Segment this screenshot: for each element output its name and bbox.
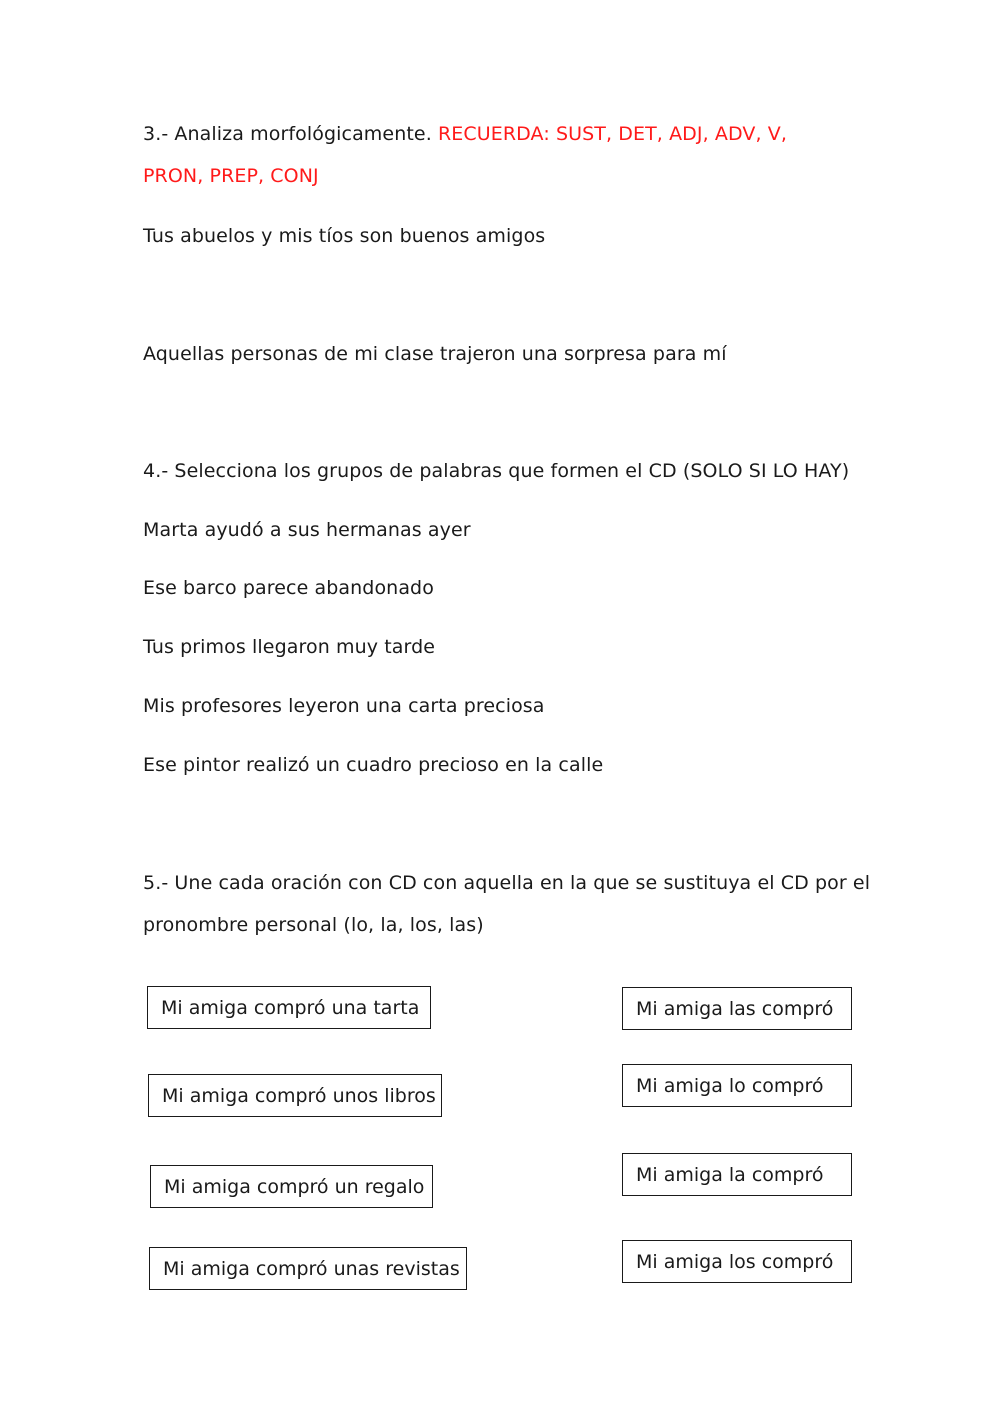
match-left-item-4-label: Mi amiga compró unas revistas — [163, 1258, 460, 1280]
exercise-4-sentence-2[interactable]: Ese barco parece abandonado — [143, 577, 434, 599]
exercise-3-sentence-2: Aquellas personas de mi clase trajeron una sorpresa para mí — [143, 343, 727, 365]
match-right-item-4-label: Mi amiga los compró — [636, 1251, 834, 1273]
match-right-item-2-label: Mi amiga lo compró — [636, 1075, 824, 1097]
exercise-5-title: 5.- Une cada oración con CD con aquella en la que se sustituya el CD por el — [143, 872, 871, 894]
match-right-item-3-label: Mi amiga la compró — [636, 1164, 824, 1186]
match-left-item-4[interactable] — [149, 1247, 467, 1290]
match-left-item-1[interactable] — [147, 986, 431, 1029]
match-right-item-2[interactable] — [622, 1064, 852, 1107]
exercise-3-sentence-1: Tus abuelos y mis tíos son buenos amigos — [143, 225, 546, 247]
exercise-4-sentence-5[interactable]: Ese pintor realizó un cuadro precioso en la calle — [143, 754, 604, 776]
exercise-4-sentence-3[interactable]: Tus primos llegaron muy tarde — [143, 636, 436, 658]
exercise-4-sentence-4[interactable]: Mis profesores leyeron una carta preciosa — [143, 695, 545, 717]
match-left-item-2[interactable] — [148, 1074, 442, 1117]
match-right-item-1-label: Mi amiga las compró — [636, 998, 834, 1020]
exercise-4-title: 4.- Selecciona los grupos de palabras que formen el CD (SOLO SI LO HAY) — [143, 460, 850, 482]
exercise-3-reminder-continued: PRON, PREP, CONJ — [143, 165, 319, 187]
match-left-item-3[interactable] — [150, 1165, 433, 1208]
match-left-item-2-label: Mi amiga compró unos libros — [162, 1085, 436, 1107]
exercise-3-reminder: RECUERDA: SUST, DET, ADJ, ADV, V, — [437, 123, 788, 145]
match-right-item-1[interactable] — [622, 987, 852, 1030]
exercise-5-title-continued: pronombre personal (lo, la, los, las) — [143, 914, 484, 936]
match-left-item-1-label: Mi amiga compró una tarta — [161, 997, 420, 1019]
match-right-item-4[interactable] — [622, 1240, 852, 1283]
exercise-4-sentence-1[interactable]: Marta ayudó a sus hermanas ayer — [143, 519, 471, 541]
match-left-item-3-label: Mi amiga compró un regalo — [164, 1176, 425, 1198]
match-right-item-3[interactable] — [622, 1153, 852, 1196]
exercise-3-heading — [143, 122, 787, 146]
exercise-3-title: 3.- Analiza morfológicamente. — [143, 123, 432, 145]
